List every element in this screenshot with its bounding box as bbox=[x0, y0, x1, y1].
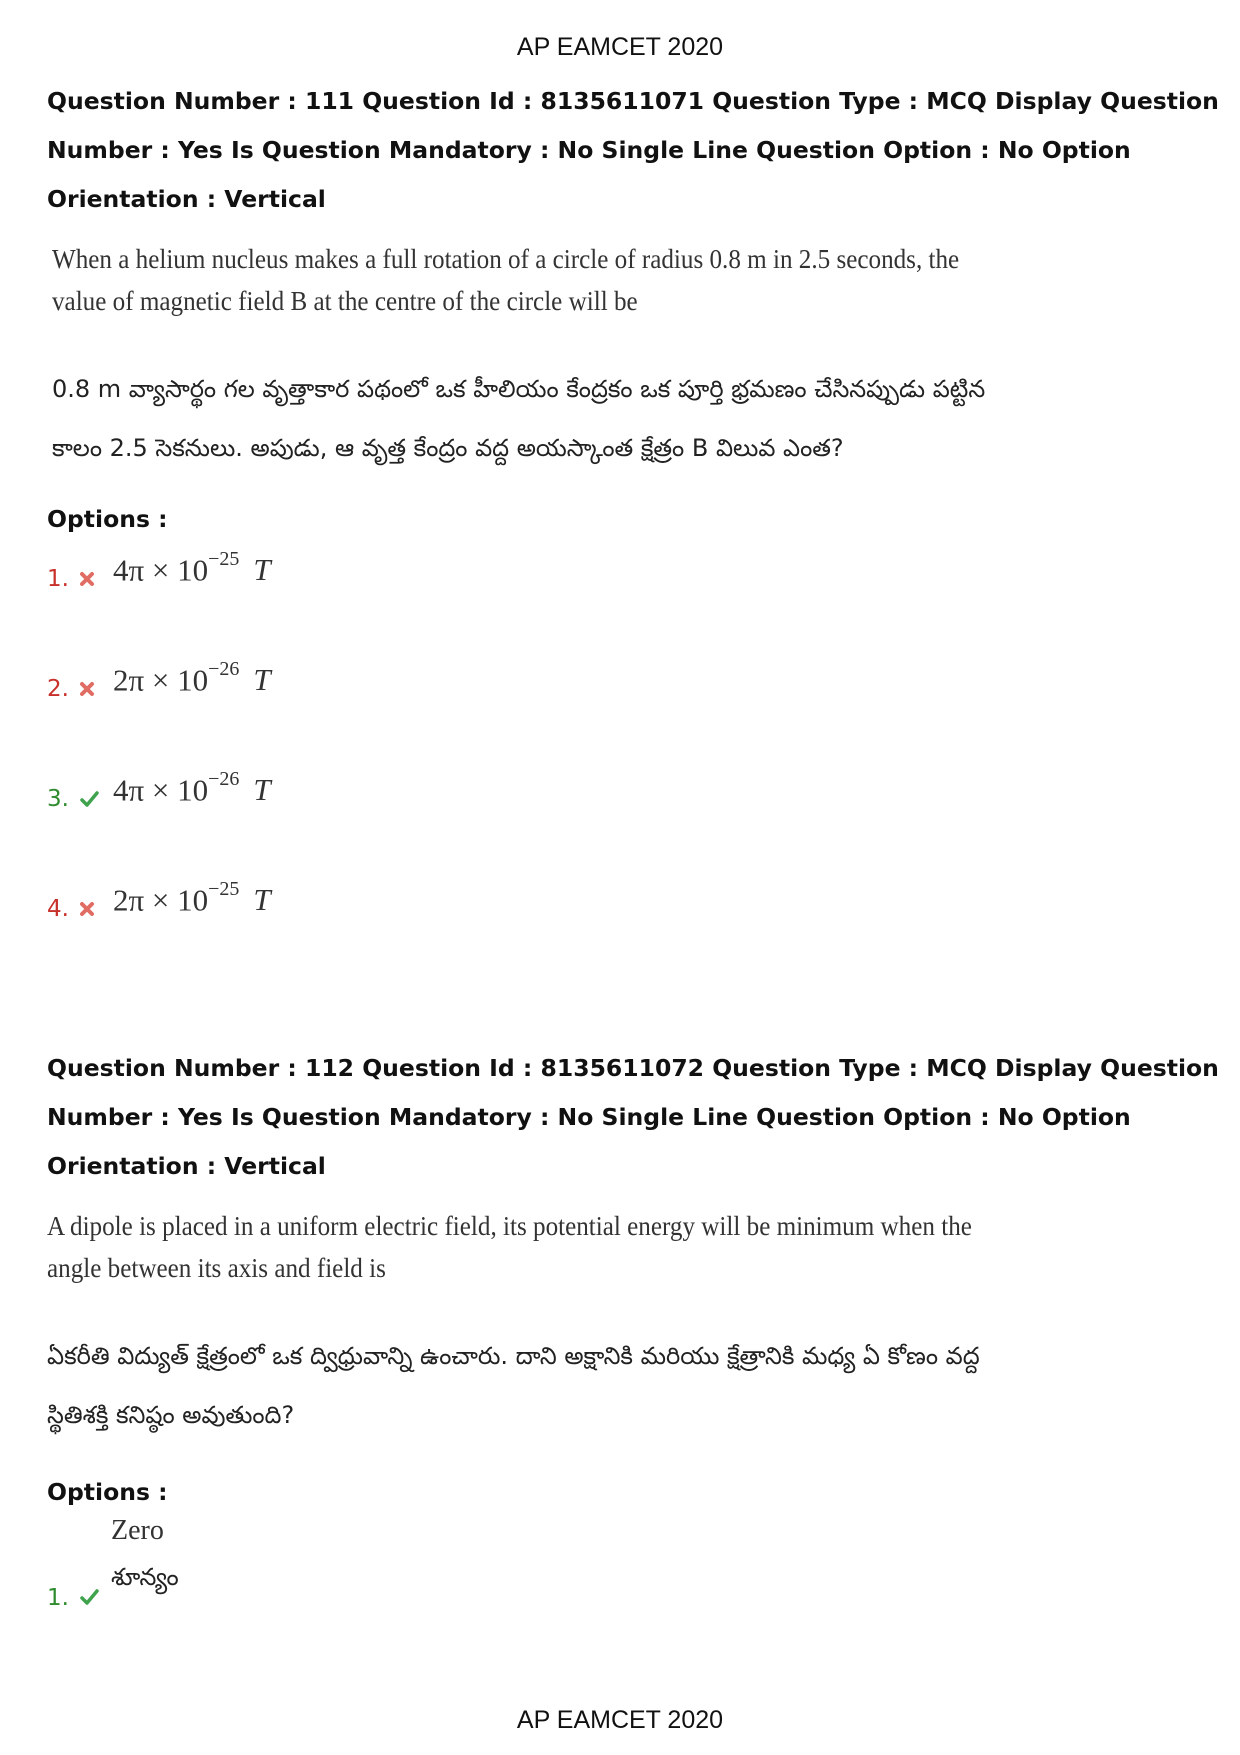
check-icon bbox=[77, 1587, 101, 1607]
option-number: 1. bbox=[47, 566, 69, 592]
question-line: స్థితిశక్తి కనిష్ఠం అవుతుంది? bbox=[47, 1401, 295, 1429]
question-line: 0.8 m వ్యాసార్థం గల వృత్తాకార పథంలో ఒక హీలియం కేంద్రకం ఒక పూర్తి భ్రమణం చేసినప్పుడు పట్టిన bbox=[52, 375, 986, 403]
question-111-text-english bbox=[52, 238, 1027, 322]
meta-line: Orientation : Vertical bbox=[47, 1152, 326, 1180]
meta-line: Number : Yes Is Question Mandatory : No Single Line Question Option : No Option bbox=[47, 1103, 1131, 1131]
page-footer: AP EAMCET 2020 bbox=[516, 1706, 724, 1734]
option-coefficient: 4π × 10 bbox=[113, 552, 209, 588]
cross-icon bbox=[77, 899, 97, 919]
question-112-meta bbox=[47, 1044, 1219, 1191]
cross-icon bbox=[77, 679, 97, 699]
option-value bbox=[113, 658, 271, 698]
option-value bbox=[113, 878, 271, 918]
page-header: AP EAMCET 2020 bbox=[516, 33, 724, 61]
question-111-meta bbox=[47, 77, 1219, 224]
option-value bbox=[113, 768, 271, 808]
options-label: Options : bbox=[47, 1478, 168, 1506]
option-coefficient: 2π × 10 bbox=[113, 662, 209, 698]
option-unit: T bbox=[253, 882, 271, 918]
options-label: Options : bbox=[47, 505, 168, 533]
option-coefficient: 4π × 10 bbox=[113, 772, 209, 808]
option-value bbox=[113, 548, 271, 588]
question-112-text-telugu bbox=[47, 1327, 980, 1445]
option-number: 1. bbox=[47, 1585, 69, 1611]
option-value-english: Zero bbox=[111, 1515, 164, 1546]
question-line: angle between its axis and field is bbox=[47, 1253, 386, 1283]
option-number: 4. bbox=[47, 896, 69, 922]
option-exponent: −25 bbox=[208, 878, 240, 900]
cross-icon bbox=[77, 569, 97, 589]
question-line: A dipole is placed in a uniform electric field, its potential energy will be minimum when the bbox=[47, 1211, 972, 1241]
question-line: కాలం 2.5 సెకనులు. అపుడు, ఆ వృత్త కేంద్రం వద్ద అయస్కాంత క్షేత్రం B విలువ ఎంత? bbox=[52, 434, 844, 462]
question-line: value of magnetic field B at the centre of the circle will be bbox=[52, 286, 638, 316]
question-line: ఏకరీతి విద్యుత్ క్షేత్రంలో ఒక ద్విధ్రువాన్ని ఉంచారు. దాని అక్షానికి మరియు క్షేత్రానికి మధ్య ఏ కోణం వద్ద bbox=[47, 1342, 980, 1370]
option-exponent: −25 bbox=[208, 548, 240, 570]
question-line: When a helium nucleus makes a full rotation of a circle of radius 0.8 m in 2.5 seconds, the bbox=[52, 244, 960, 274]
option-coefficient: 2π × 10 bbox=[113, 882, 209, 918]
option-unit: T bbox=[253, 662, 271, 698]
option-number: 3. bbox=[47, 786, 69, 812]
meta-line: Number : Yes Is Question Mandatory : No Single Line Question Option : No Option bbox=[47, 136, 1131, 164]
option-exponent: −26 bbox=[208, 768, 240, 790]
option-unit: T bbox=[253, 772, 271, 808]
option-value-telugu: శూన్యం bbox=[111, 1563, 179, 1591]
question-111-text-telugu bbox=[52, 360, 985, 478]
check-icon bbox=[77, 789, 101, 809]
option-exponent: −26 bbox=[208, 658, 240, 680]
meta-line: Question Number : 112 Question Id : 8135611072 Question Type : MCQ Display Question bbox=[47, 1054, 1219, 1082]
option-number: 2. bbox=[47, 676, 69, 702]
question-112-text-english bbox=[47, 1205, 1042, 1289]
option-unit: T bbox=[253, 552, 271, 588]
meta-line: Orientation : Vertical bbox=[47, 185, 326, 213]
meta-line: Question Number : 111 Question Id : 8135611071 Question Type : MCQ Display Question bbox=[47, 87, 1219, 115]
